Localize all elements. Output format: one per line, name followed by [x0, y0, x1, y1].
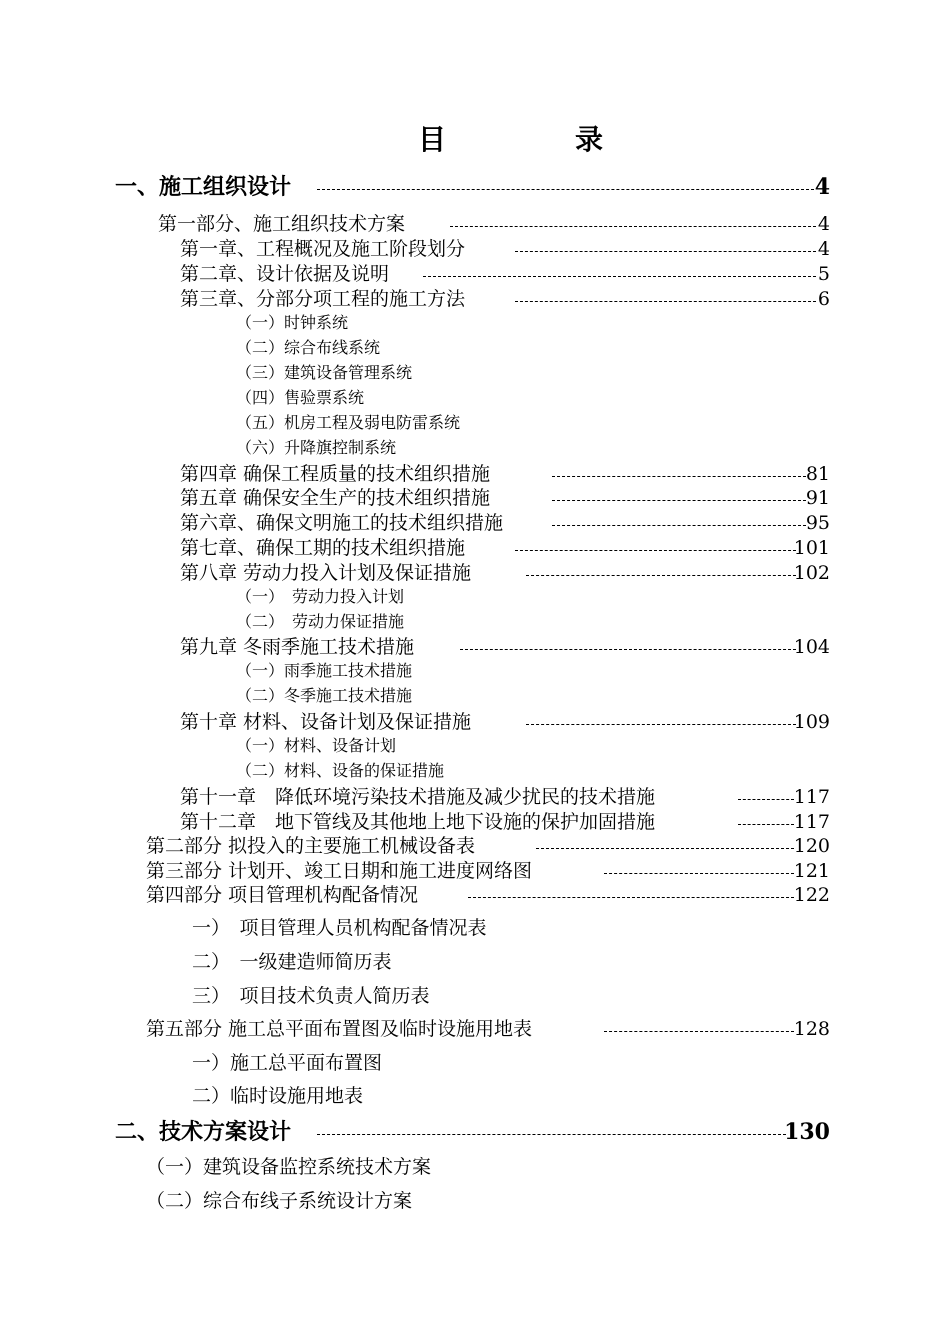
toc-subitem: 一）施工总平面布置图: [192, 1052, 383, 1074]
toc-subitem: （一）时钟系统: [236, 313, 349, 332]
leader-dashes: [552, 511, 806, 535]
toc-subitem: 二）临时设施用地表: [192, 1085, 364, 1107]
page-number: 6: [817, 288, 830, 310]
toc-entry-chapter1: 第一章、工程概况及施工阶段划分 4: [180, 238, 830, 260]
toc-entry-chapter6: 第六章、确保文明施工的技术组织措施 95: [180, 512, 830, 534]
toc-entry-construction-org-design: 一、施工组织设计 4: [115, 174, 830, 200]
page-number: 122: [793, 884, 830, 906]
page-number: 4: [817, 238, 830, 260]
toc-subitem: （二）综合布线子系统设计方案: [146, 1190, 413, 1212]
leader-dashes: [604, 859, 794, 883]
toc-subitem: （二） 劳动力保证措施: [236, 612, 405, 631]
toc-entry-chapter9: 第九章 冬雨季施工技术措施 104: [180, 636, 830, 658]
toc-entry-chapter10: 第十章 材料、设备计划及保证措施 109: [180, 711, 830, 733]
toc-entry-chapter7: 第七章、确保工期的技术组织措施 101: [180, 537, 830, 559]
toc-subitem: （三）建筑设备管理系统: [236, 363, 413, 382]
page-number: 4: [814, 174, 830, 200]
leader-dashes: [515, 237, 816, 261]
leader-dashes: [604, 1017, 794, 1041]
toc-entry-chapter8: 第八章 劳动力投入计划及保证措施 102: [180, 562, 830, 584]
toc-entry-chapter11: 第十一章 降低环境污染技术措施及减少扰民的技术措施 117: [180, 786, 830, 808]
toc-entry-chapter4: 第四章 确保工程质量的技术组织措施 81: [180, 463, 830, 485]
leader-dashes: [468, 883, 794, 907]
leader-dashes: [317, 1117, 786, 1147]
page-number: 128: [793, 1018, 830, 1040]
leader-dashes: [552, 462, 806, 486]
toc-subitem: （二）冬季施工技术措施: [236, 686, 413, 705]
title-left: 目: [418, 123, 447, 156]
toc-subitem: 三） 项目技术负责人简历表: [192, 985, 430, 1007]
leader-dashes: [317, 172, 814, 202]
leader-dashes: [423, 262, 816, 286]
toc-entry-part1: 第一部分、施工组织技术方案 4: [158, 213, 830, 235]
toc-subitem: 一） 项目管理人员机构配备情况表: [192, 917, 487, 939]
toc-entry-part4: 第四部分 项目管理机构配备情况 122: [146, 884, 830, 906]
toc-subitem: （四）售验票系统: [236, 388, 365, 407]
page-number: 109: [793, 711, 830, 733]
toc-subitem: （一） 劳动力投入计划: [236, 587, 405, 606]
page-number: 91: [805, 487, 830, 509]
toc-subitem: （六）升降旗控制系统: [236, 438, 397, 457]
leader-dashes: [536, 834, 794, 858]
leader-dashes: [515, 536, 796, 560]
leader-dashes: [515, 287, 816, 311]
toc-entry-chapter12: 第十二章 地下管线及其他地上地下设施的保护加固措施 117: [180, 811, 830, 833]
leader-dashes: [738, 785, 794, 809]
page-number: 117: [793, 811, 830, 833]
page-number: 121: [793, 860, 830, 882]
toc-entry-chapter3: 第三章、分部分项工程的施工方法 6: [180, 288, 830, 310]
page-number: 120: [793, 835, 830, 857]
page-number: 130: [784, 1119, 830, 1145]
leader-dashes: [460, 635, 796, 659]
toc-subitem: （一）材料、设备计划: [236, 736, 397, 755]
page-number: 5: [817, 263, 830, 285]
toc-subitem: （五）机房工程及弱电防雷系统: [236, 413, 461, 432]
toc-entry-part3: 第三部分 计划开、竣工日期和施工进度网络图 121: [146, 860, 830, 882]
page-number: 4: [817, 213, 830, 235]
leader-dashes: [552, 486, 806, 510]
page-title: [0, 118, 950, 158]
toc-subitem: （二）综合布线系统: [236, 338, 381, 357]
page-number: 117: [793, 786, 830, 808]
toc-entry-chapter2: 第二章、设计依据及说明 5: [180, 263, 830, 285]
toc-entry-part5: 第五部分 施工总平面布置图及临时设施用地表 128: [146, 1018, 830, 1040]
toc-subitem: （一）雨季施工技术措施: [236, 661, 413, 680]
page-number: 81: [805, 463, 830, 485]
page-number: 104: [793, 636, 830, 658]
page-number: 102: [793, 562, 830, 584]
leader-dashes: [526, 561, 796, 585]
leader-dashes: [526, 710, 796, 734]
toc-entry-technical-design: 二、技术方案设计 130: [115, 1119, 830, 1145]
page-number: 95: [805, 512, 830, 534]
toc-subitem: （一）建筑设备监控系统技术方案: [146, 1156, 432, 1178]
leader-dashes: [738, 810, 794, 834]
toc-subitem: （二）材料、设备的保证措施: [236, 761, 445, 780]
toc-entry-chapter5: 第五章 确保安全生产的技术组织措施 91: [180, 487, 830, 509]
toc-entry-part2: 第二部分 拟投入的主要施工机械设备表 120: [146, 835, 830, 857]
leader-dashes: [450, 212, 816, 236]
toc-subitem: 二） 一级建造师简历表: [192, 951, 392, 973]
title-right: 录: [575, 123, 604, 156]
page-number: 101: [793, 537, 830, 559]
